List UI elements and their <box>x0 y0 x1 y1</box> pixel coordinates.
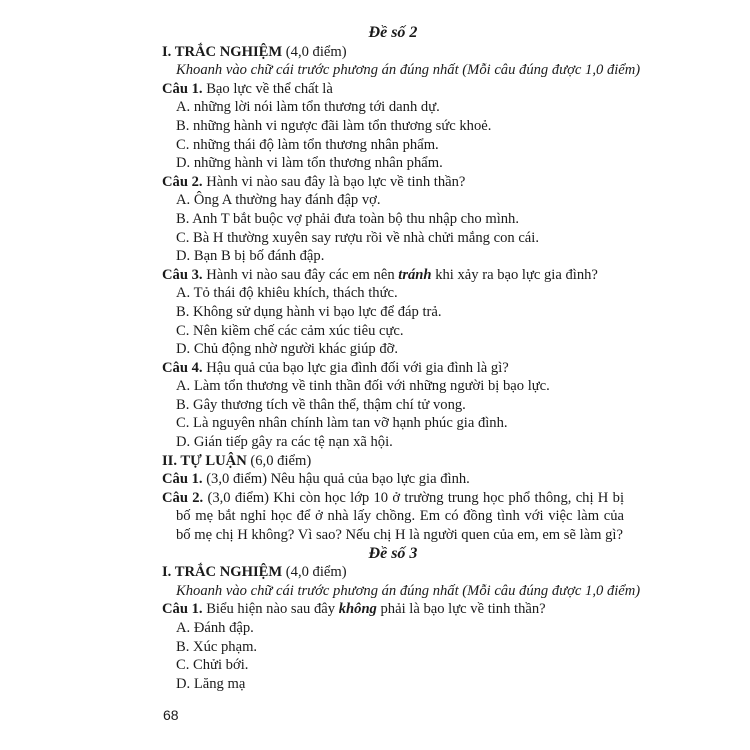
answer-option: D. Gián tiếp gây ra các tệ nạn xã hội. <box>176 434 393 451</box>
answer-option: D. Bạn B bị bố đánh đập. <box>176 248 325 265</box>
question: Câu 4. Hậu quả của bạo lực gia đình đối với gia đình là gì? <box>162 359 509 376</box>
exam-title: Đề số 3 <box>368 544 418 562</box>
instruction: Khoanh vào chữ cái trước phương án đúng nhất (Mỗi câu đúng được 1,0 điểm) <box>176 582 641 599</box>
page-number: 68 <box>163 707 179 723</box>
section-heading: I. TRẮC NGHIỆM (4,0 điểm) <box>162 43 347 60</box>
answer-option: A. Tỏ thái độ khiêu khích, thách thức. <box>176 285 398 302</box>
answer-option: D. Chủ động nhờ người khác giúp đỡ. <box>176 341 398 358</box>
answer-option: B. Xúc phạm. <box>176 638 258 655</box>
answer-option: C. Bà H thường xuyên say rượu rồi về nhà chửi mắng con cái. <box>176 229 539 246</box>
answer-option: C. Nên kiềm chế các cảm xúc tiêu cực. <box>176 322 404 339</box>
essay-question: Câu 2. (3,0 điểm) Khi còn học lớp 10 ở trường trung học phổ thông, chị H bị bố mẹ bắt nghỉ học để ở nhà lấy chồng. Em có đồng tình với việc làm của bố mẹ chị H không? Vì sao? Nếu chị H là người quen của em, em sẽ làm gì? <box>162 489 624 544</box>
question: Câu 1. Biểu hiện nào sau đây không phải là bạo lực về tinh thần? <box>162 601 546 618</box>
instruction: Khoanh vào chữ cái trước phương án đúng nhất (Mỗi câu đúng được 1,0 điểm) <box>176 62 641 79</box>
question: Câu 2. Hành vi nào sau đây là bạo lực về tinh thần? <box>162 173 466 190</box>
answer-option: A. Làm tổn thương về tinh thần đối với những người bị bạo lực. <box>176 378 550 395</box>
question-list <box>162 80 624 452</box>
question: Câu 1. Bạo lực về thể chất là <box>162 80 333 97</box>
answer-option: B. Không sử dụng hành vi bạo lực để đáp trả. <box>176 303 442 320</box>
essay-question: Câu 1. (3,0 điểm) Nêu hậu quả của bạo lực gia đình. <box>162 471 470 488</box>
section-heading: I. TRẮC NGHIỆM (4,0 điểm) <box>162 564 347 581</box>
answer-option: C. những thái độ làm tổn thương nhân phẩm. <box>176 136 439 153</box>
answer-option: B. những hành vi ngược đãi làm tổn thương sức khoẻ. <box>176 117 492 134</box>
answer-option: C. Chửi bới. <box>176 657 249 674</box>
answer-option: B. Anh T bắt buộc vợ phải đưa toàn bộ thu nhập cho mình. <box>176 210 520 227</box>
answer-option: A. những lời nói làm tổn thương tới danh dự. <box>176 99 440 116</box>
answer-option: D. Lăng mạ <box>176 675 246 692</box>
question: Câu 3. Hành vi nào sau đây các em nên tránh khi xảy ra bạo lực gia đình? <box>162 266 598 283</box>
exam-title: Đề số 2 <box>368 24 418 41</box>
answer-option: B. Gây thương tích về thân thể, thậm chí tử vong. <box>176 396 466 413</box>
answer-option: A. Đánh đập. <box>176 620 254 636</box>
section-heading: II. TỰ LUẬN (6,0 điểm) <box>162 452 312 469</box>
answer-option: C. Là nguyên nhân chính làm tan vỡ hạnh phúc gia đình. <box>176 415 508 432</box>
document-page <box>162 24 641 693</box>
question-list <box>162 600 624 693</box>
answer-option: A. Ông A thường hay đánh đập vợ. <box>176 192 381 209</box>
answer-option: D. những hành vi làm tổn thương nhân phẩm. <box>176 155 443 172</box>
